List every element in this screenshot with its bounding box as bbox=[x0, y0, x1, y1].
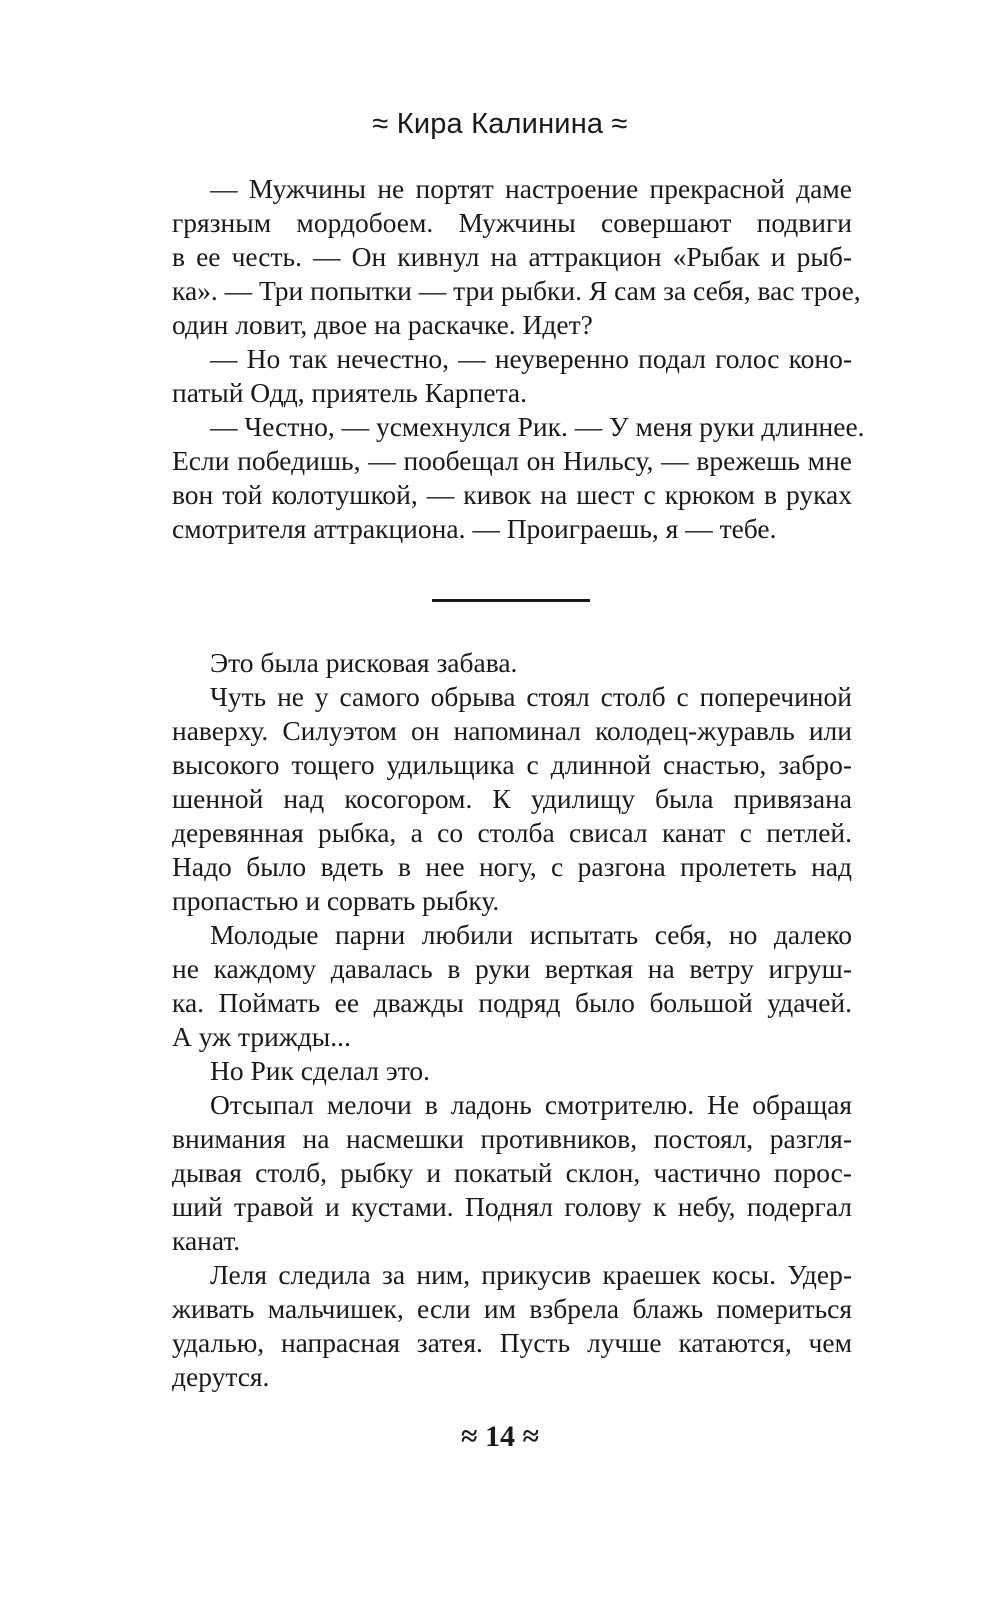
paragraph bbox=[172, 646, 852, 680]
text-line: патый Одд, приятель Карпета. bbox=[172, 377, 528, 408]
text-line: Отсыпал мелочи в ладонь смотрителю. Не обращая bbox=[210, 1089, 852, 1120]
paragraph bbox=[172, 410, 865, 546]
paragraph bbox=[172, 172, 861, 342]
text-line: — Мужчины не портят настроение прекрасной даме bbox=[210, 173, 852, 204]
text-line: ка». — Три попытки — три рыбки. Я сам за себя, вас трое, bbox=[172, 275, 861, 306]
paragraph bbox=[172, 1088, 852, 1258]
text-line: Чуть не у самого обрыва стоял столб с поперечиной bbox=[210, 681, 852, 712]
paragraph bbox=[172, 1258, 852, 1394]
text-line: дерутся. bbox=[172, 1361, 270, 1392]
text-line: грязным мордобоем. Мужчины совершают подвиги bbox=[172, 207, 852, 238]
text-line: Но Рик сделал это. bbox=[210, 1055, 430, 1086]
paragraph bbox=[172, 342, 852, 410]
text-line: Если победишь, — пообещал он Нильсу, — врежешь мне bbox=[172, 445, 852, 476]
text-line: вон той колотушкой, — кивок на шест с крюком в руках bbox=[172, 479, 852, 510]
text-line: смотрителя аттракциона. — Проиграешь, я — тебе. bbox=[172, 513, 777, 544]
text-line: Надо было вдеть в нее ногу, с разгона пролететь над bbox=[172, 851, 852, 882]
running-header: ≈ Кира Калинина ≈ bbox=[372, 108, 628, 140]
paragraph bbox=[172, 918, 852, 1054]
paragraph bbox=[172, 1054, 852, 1088]
text-line: — Но так нечестно, — неуверенно подал голос коно- bbox=[210, 343, 852, 374]
text-line: деревянная рыбка, а со столба свисал канат с петлей. bbox=[172, 817, 852, 848]
text-line: ка. Поймать ее дважды подряд было большой удачей. bbox=[172, 987, 852, 1018]
text-line: внимания на насмешки противников, постоял, разгля- bbox=[172, 1123, 852, 1154]
text-line: не каждому давалась в руки верткая на ветру игруш- bbox=[172, 953, 852, 984]
text-line: Леля следила за ним, прикусив краешек косы. Удер- bbox=[210, 1259, 852, 1290]
text-line: в ее честь. — Он кивнул на аттракцион «Рыбак и рыб- bbox=[172, 241, 852, 272]
text-section-dialogue bbox=[172, 172, 865, 546]
text-line: живать мальчишек, если им взбрела блажь помериться bbox=[172, 1293, 852, 1324]
text-line: Молодые парни любили испытать себя, но далеко bbox=[210, 919, 852, 950]
text-line: А уж трижды... bbox=[172, 1021, 351, 1052]
text-line: пропастью и сорвать рыбку. bbox=[172, 885, 500, 916]
text-line: один ловит, двое на раскачке. Идет? bbox=[172, 309, 593, 340]
text-line: Это была рисковая забава. bbox=[210, 647, 518, 678]
section-divider bbox=[432, 599, 590, 602]
text-line: канат. bbox=[172, 1225, 241, 1256]
text-line: шенной над косогором. К удилищу была привязана bbox=[172, 783, 852, 814]
page-number: ≈ 14 ≈ bbox=[461, 1420, 539, 1453]
paragraph bbox=[172, 680, 852, 918]
text-line: ший травой и кустами. Поднял голову к небу, подергал bbox=[172, 1191, 852, 1222]
text-line: — Честно, — усмехнулся Рик. — У меня руки длиннее. bbox=[210, 411, 865, 442]
text-line: удалью, напрасная затея. Пусть лучше катаются, чем bbox=[172, 1327, 852, 1358]
text-line: дывая столб, рыбку и покатый склон, частично порос- bbox=[172, 1157, 852, 1188]
text-line: наверху. Силуэтом он напоминал колодец-журавль или bbox=[172, 715, 852, 746]
text-section-narrative bbox=[172, 646, 852, 1394]
text-line: высокого тощего удильщика с длинной снастью, забро- bbox=[172, 749, 852, 780]
